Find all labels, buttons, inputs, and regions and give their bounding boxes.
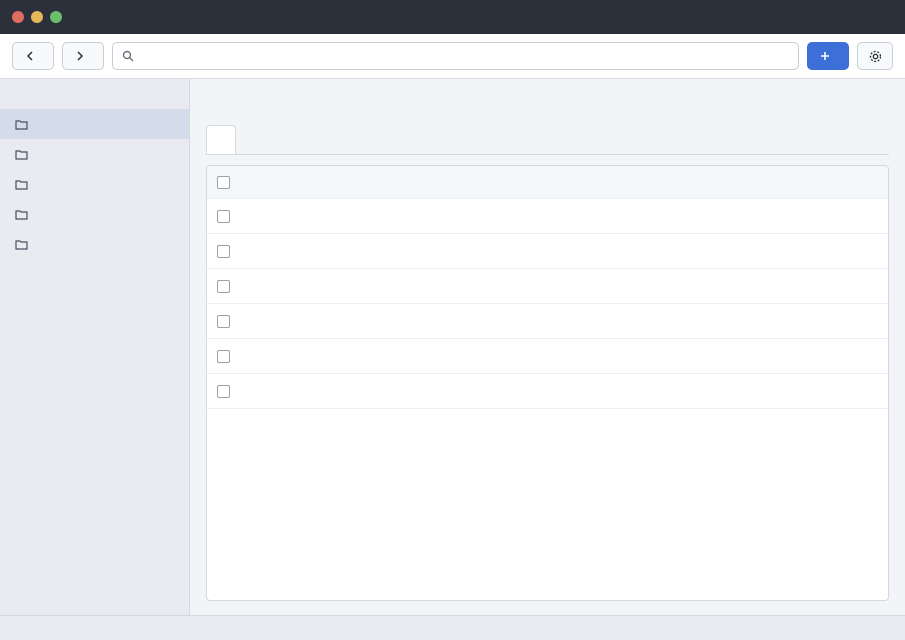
row-checkbox[interactable] [217,385,230,398]
gear-icon [868,49,882,63]
row-checkbox[interactable] [217,280,230,293]
page-title [206,93,889,115]
table-row[interactable] [207,269,888,304]
folder-icon [14,207,28,221]
sidebar-item-5[interactable] [0,229,189,259]
settings-button[interactable] [857,42,893,70]
search-input[interactable] [141,48,790,64]
sidebar-heading [0,89,189,109]
close-window-button[interactable] [12,11,24,23]
row-checkbox[interactable] [217,350,230,363]
maximize-window-button[interactable] [50,11,62,23]
table-row[interactable] [207,234,888,269]
sidebar-item-2[interactable] [0,139,189,169]
tab-1[interactable] [206,125,236,154]
folder-icon [14,237,28,251]
primary-action-button[interactable] [807,42,849,70]
forward-button[interactable] [62,42,104,70]
tab-bar [206,125,889,155]
data-table [206,165,889,601]
row-checkbox[interactable] [217,210,230,223]
window-controls [12,11,62,23]
sidebar [0,79,190,615]
folder-icon [14,177,28,191]
sidebar-item-4[interactable] [0,199,189,229]
table-row[interactable] [207,304,888,339]
table-row[interactable] [207,374,888,409]
tab-3[interactable] [274,125,304,154]
back-button[interactable] [12,42,54,70]
toolbar [0,34,905,79]
main-panel [190,79,905,615]
folder-icon [14,117,28,131]
sidebar-item-1[interactable] [0,109,189,139]
status-bar [0,615,905,640]
tab-2[interactable] [240,125,270,154]
chevron-right-icon [73,49,87,63]
folder-icon [14,147,28,161]
chevron-left-icon [23,49,37,63]
table-row[interactable] [207,199,888,234]
title-bar [0,0,905,34]
row-checkbox[interactable] [217,245,230,258]
search-box[interactable] [112,42,799,70]
sidebar-item-3[interactable] [0,169,189,199]
search-icon [121,49,135,63]
select-all-checkbox[interactable] [217,176,230,189]
plus-icon [818,49,832,63]
minimize-window-button[interactable] [31,11,43,23]
row-checkbox[interactable] [217,315,230,328]
app-body [0,79,905,615]
table-row[interactable] [207,339,888,374]
table-header-row [207,166,888,199]
